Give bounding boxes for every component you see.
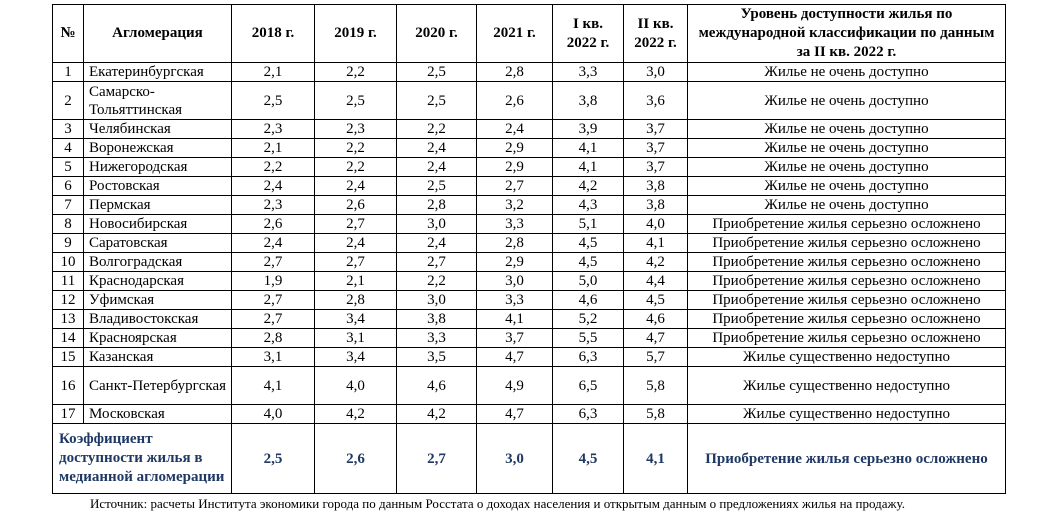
row-agglomeration: Челябинская — [84, 120, 232, 139]
row-number: 2 — [53, 82, 84, 120]
row-number: 8 — [53, 215, 84, 234]
row-value-2019: 4,0 — [315, 367, 397, 405]
row-affordability-level: Приобретение жилья серьезно осложнено — [688, 272, 1006, 291]
row-value-q2: 5,7 — [624, 348, 688, 367]
row-number: 9 — [53, 234, 84, 253]
row-number: 3 — [53, 120, 84, 139]
row-value-q2: 4,2 — [624, 253, 688, 272]
row-agglomeration: Новосибирская — [84, 215, 232, 234]
row-value-q2: 3,8 — [624, 196, 688, 215]
row-value-2021: 4,9 — [477, 367, 553, 405]
row-affordability-level: Жилье не очень доступно — [688, 139, 1006, 158]
row-value-q2: 4,4 — [624, 272, 688, 291]
row-value-q1: 5,5 — [553, 329, 624, 348]
row-affordability-level: Жилье существенно недоступно — [688, 405, 1006, 424]
header-2020: 2020 г. — [397, 5, 477, 63]
row-value-2021: 3,3 — [477, 291, 553, 310]
row-number: 17 — [53, 405, 84, 424]
header-2019: 2019 г. — [315, 5, 397, 63]
row-value-2018: 1,9 — [232, 272, 315, 291]
table-row — [53, 234, 1006, 253]
row-affordability-level: Приобретение жилья серьезно осложнено — [688, 215, 1006, 234]
row-value-q1: 4,6 — [553, 291, 624, 310]
row-value-2018: 2,7 — [232, 291, 315, 310]
row-agglomeration: Московская — [84, 405, 232, 424]
row-value-2019: 2,2 — [315, 63, 397, 82]
row-value-2018: 2,5 — [232, 82, 315, 120]
row-value-q1: 4,1 — [553, 158, 624, 177]
row-value-2021: 3,7 — [477, 329, 553, 348]
row-affordability-level: Жилье не очень доступно — [688, 177, 1006, 196]
row-value-2021: 2,9 — [477, 158, 553, 177]
affordability-table — [52, 4, 1006, 494]
row-value-q2: 4,0 — [624, 215, 688, 234]
row-value-q2: 4,1 — [624, 234, 688, 253]
row-agglomeration: Владивостокская — [84, 310, 232, 329]
row-value-2020: 2,4 — [397, 139, 477, 158]
row-value-q2: 3,0 — [624, 63, 688, 82]
row-value-2020: 2,4 — [397, 158, 477, 177]
row-value-2020: 2,8 — [397, 196, 477, 215]
row-agglomeration: Саратовская — [84, 234, 232, 253]
row-value-2018: 4,0 — [232, 405, 315, 424]
row-value-2019: 2,7 — [315, 253, 397, 272]
footer-value-q2: 4,1 — [624, 424, 688, 494]
row-affordability-level: Приобретение жилья серьезно осложнено — [688, 291, 1006, 310]
row-value-2021: 2,4 — [477, 120, 553, 139]
row-agglomeration: Воронежская — [84, 139, 232, 158]
row-value-2019: 3,4 — [315, 310, 397, 329]
row-agglomeration: Казанская — [84, 348, 232, 367]
row-value-q1: 5,2 — [553, 310, 624, 329]
row-value-2021: 4,7 — [477, 348, 553, 367]
row-affordability-level: Приобретение жилья серьезно осложнено — [688, 329, 1006, 348]
row-value-2018: 2,1 — [232, 63, 315, 82]
row-value-2021: 4,7 — [477, 405, 553, 424]
table-row — [53, 272, 1006, 291]
row-value-2019: 2,3 — [315, 120, 397, 139]
footer-value-q1: 4,5 — [553, 424, 624, 494]
row-value-2018: 2,7 — [232, 253, 315, 272]
table-row — [53, 158, 1006, 177]
row-value-2020: 2,5 — [397, 177, 477, 196]
header-q2-2022 — [624, 5, 688, 63]
row-value-2018: 4,1 — [232, 367, 315, 405]
table-body — [53, 63, 1006, 424]
row-value-2020: 3,5 — [397, 348, 477, 367]
footer-level: Приобретение жилья серьезно осложнено — [688, 424, 1006, 494]
row-value-2018: 2,7 — [232, 310, 315, 329]
row-number: 7 — [53, 196, 84, 215]
row-value-q1: 4,5 — [553, 234, 624, 253]
row-value-q1: 3,3 — [553, 63, 624, 82]
row-value-2020: 4,2 — [397, 405, 477, 424]
row-value-2021: 3,3 — [477, 215, 553, 234]
row-value-q1: 5,0 — [553, 272, 624, 291]
row-value-2020: 2,4 — [397, 234, 477, 253]
row-value-2018: 2,3 — [232, 196, 315, 215]
table-row — [53, 329, 1006, 348]
row-value-2021: 2,9 — [477, 139, 553, 158]
header-q1-line1: I кв. — [572, 15, 604, 32]
row-agglomeration: Волгоградская — [84, 253, 232, 272]
row-value-q2: 3,8 — [624, 177, 688, 196]
row-affordability-level: Жилье не очень доступно — [688, 82, 1006, 120]
row-value-q1: 5,1 — [553, 215, 624, 234]
row-value-2018: 2,3 — [232, 120, 315, 139]
row-value-2019: 2,4 — [315, 234, 397, 253]
row-value-2019: 2,2 — [315, 139, 397, 158]
row-value-2021: 3,2 — [477, 196, 553, 215]
row-affordability-level: Жилье не очень доступно — [688, 158, 1006, 177]
header-num: № — [53, 5, 84, 63]
row-value-2021: 2,8 — [477, 234, 553, 253]
row-value-2018: 3,1 — [232, 348, 315, 367]
row-value-q2: 4,5 — [624, 291, 688, 310]
table-row — [53, 310, 1006, 329]
header-2021: 2021 г. — [477, 5, 553, 63]
row-agglomeration: Самарско-Тольяттинская — [84, 82, 232, 120]
row-number: 4 — [53, 139, 84, 158]
row-affordability-level: Приобретение жилья серьезно осложнено — [688, 253, 1006, 272]
row-value-q1: 3,9 — [553, 120, 624, 139]
row-agglomeration: Санкт-Петербургская — [84, 367, 232, 405]
row-number: 16 — [53, 367, 84, 405]
footer-label: Коэффициент доступности жилья в медианной агломерации — [53, 424, 232, 494]
table-header — [53, 5, 1006, 63]
row-affordability-level: Приобретение жилья серьезно осложнено — [688, 310, 1006, 329]
row-affordability-level: Жилье существенно недоступно — [688, 367, 1006, 405]
table-row — [53, 120, 1006, 139]
row-value-q2: 3,6 — [624, 82, 688, 120]
table-row — [53, 196, 1006, 215]
row-value-2020: 4,6 — [397, 367, 477, 405]
table-row — [53, 63, 1006, 82]
row-value-2018: 2,1 — [232, 139, 315, 158]
table-footer — [53, 424, 1006, 494]
row-value-2019: 2,2 — [315, 158, 397, 177]
row-value-q2: 3,7 — [624, 139, 688, 158]
row-value-q2: 3,7 — [624, 120, 688, 139]
row-agglomeration: Уфимская — [84, 291, 232, 310]
row-number: 12 — [53, 291, 84, 310]
source-note: Источник: расчеты Института экономики города по данным Росстата о доходах населения и открытым данным о предложениях жилья на продажу. — [90, 496, 905, 511]
row-value-2019: 2,1 — [315, 272, 397, 291]
footer-value-2018: 2,5 — [232, 424, 315, 494]
row-number: 6 — [53, 177, 84, 196]
row-value-2019: 2,5 — [315, 82, 397, 120]
row-value-2020: 3,3 — [397, 329, 477, 348]
row-agglomeration: Нижегородская — [84, 158, 232, 177]
row-affordability-level: Жилье существенно недоступно — [688, 348, 1006, 367]
header-q2-line1: II кв. — [637, 15, 674, 32]
header-q2-line2: 2022 г. — [634, 34, 677, 51]
row-value-2020: 3,8 — [397, 310, 477, 329]
row-value-2020: 2,2 — [397, 120, 477, 139]
row-value-2020: 2,5 — [397, 63, 477, 82]
row-value-q1: 6,5 — [553, 367, 624, 405]
row-value-q2: 3,7 — [624, 158, 688, 177]
row-number: 1 — [53, 63, 84, 82]
table-row — [53, 253, 1006, 272]
row-value-2021: 4,1 — [477, 310, 553, 329]
footer-value-2019: 2,6 — [315, 424, 397, 494]
row-value-2019: 2,7 — [315, 215, 397, 234]
row-number: 14 — [53, 329, 84, 348]
row-agglomeration: Краснодарская — [84, 272, 232, 291]
row-value-2021: 2,6 — [477, 82, 553, 120]
footer-value-2020: 2,7 — [397, 424, 477, 494]
table-row — [53, 82, 1006, 120]
row-value-q1: 4,3 — [553, 196, 624, 215]
header-q1-2022 — [553, 5, 624, 63]
row-value-q2: 4,7 — [624, 329, 688, 348]
row-value-2018: 2,8 — [232, 329, 315, 348]
row-value-2019: 2,4 — [315, 177, 397, 196]
row-affordability-level: Жилье не очень доступно — [688, 120, 1006, 139]
footer-value-2021: 3,0 — [477, 424, 553, 494]
header-2018: 2018 г. — [232, 5, 315, 63]
row-value-2018: 2,4 — [232, 177, 315, 196]
table-row — [53, 215, 1006, 234]
row-number: 5 — [53, 158, 84, 177]
row-value-q2: 5,8 — [624, 367, 688, 405]
row-value-q1: 4,2 — [553, 177, 624, 196]
table-row — [53, 291, 1006, 310]
table-row — [53, 348, 1006, 367]
row-value-2020: 2,2 — [397, 272, 477, 291]
row-value-q1: 6,3 — [553, 348, 624, 367]
row-value-2020: 2,7 — [397, 253, 477, 272]
table-row — [53, 177, 1006, 196]
table-row — [53, 405, 1006, 424]
row-affordability-level: Приобретение жилья серьезно осложнено — [688, 234, 1006, 253]
row-value-2019: 2,6 — [315, 196, 397, 215]
table-row — [53, 367, 1006, 405]
row-value-2019: 2,8 — [315, 291, 397, 310]
header-agglomeration: Агломерация — [84, 5, 232, 63]
header-affordability-level: Уровень доступности жилья по международной классификации по данным за II кв. 2022 г. — [688, 5, 1006, 63]
row-value-2018: 2,4 — [232, 234, 315, 253]
row-value-q1: 4,5 — [553, 253, 624, 272]
row-value-2019: 3,1 — [315, 329, 397, 348]
row-affordability-level: Жилье не очень доступно — [688, 63, 1006, 82]
row-value-2019: 3,4 — [315, 348, 397, 367]
row-value-2019: 4,2 — [315, 405, 397, 424]
row-value-2021: 3,0 — [477, 272, 553, 291]
row-agglomeration: Красноярская — [84, 329, 232, 348]
table-row — [53, 139, 1006, 158]
row-value-q2: 4,6 — [624, 310, 688, 329]
row-value-2018: 2,6 — [232, 215, 315, 234]
row-value-2021: 2,9 — [477, 253, 553, 272]
row-affordability-level: Жилье не очень доступно — [688, 196, 1006, 215]
row-value-2020: 3,0 — [397, 291, 477, 310]
row-value-q1: 4,1 — [553, 139, 624, 158]
row-agglomeration: Ростовская — [84, 177, 232, 196]
row-number: 13 — [53, 310, 84, 329]
row-number: 11 — [53, 272, 84, 291]
row-value-q1: 3,8 — [553, 82, 624, 120]
row-number: 10 — [53, 253, 84, 272]
row-value-2020: 3,0 — [397, 215, 477, 234]
row-value-2021: 2,7 — [477, 177, 553, 196]
row-agglomeration: Пермская — [84, 196, 232, 215]
row-value-q1: 6,3 — [553, 405, 624, 424]
row-number: 15 — [53, 348, 84, 367]
header-q1-line2: 2022 г. — [566, 34, 610, 51]
row-agglomeration: Екатеринбургская — [84, 63, 232, 82]
row-value-2018: 2,2 — [232, 158, 315, 177]
row-value-2021: 2,8 — [477, 63, 553, 82]
row-value-2020: 2,5 — [397, 82, 477, 120]
row-value-q2: 5,8 — [624, 405, 688, 424]
